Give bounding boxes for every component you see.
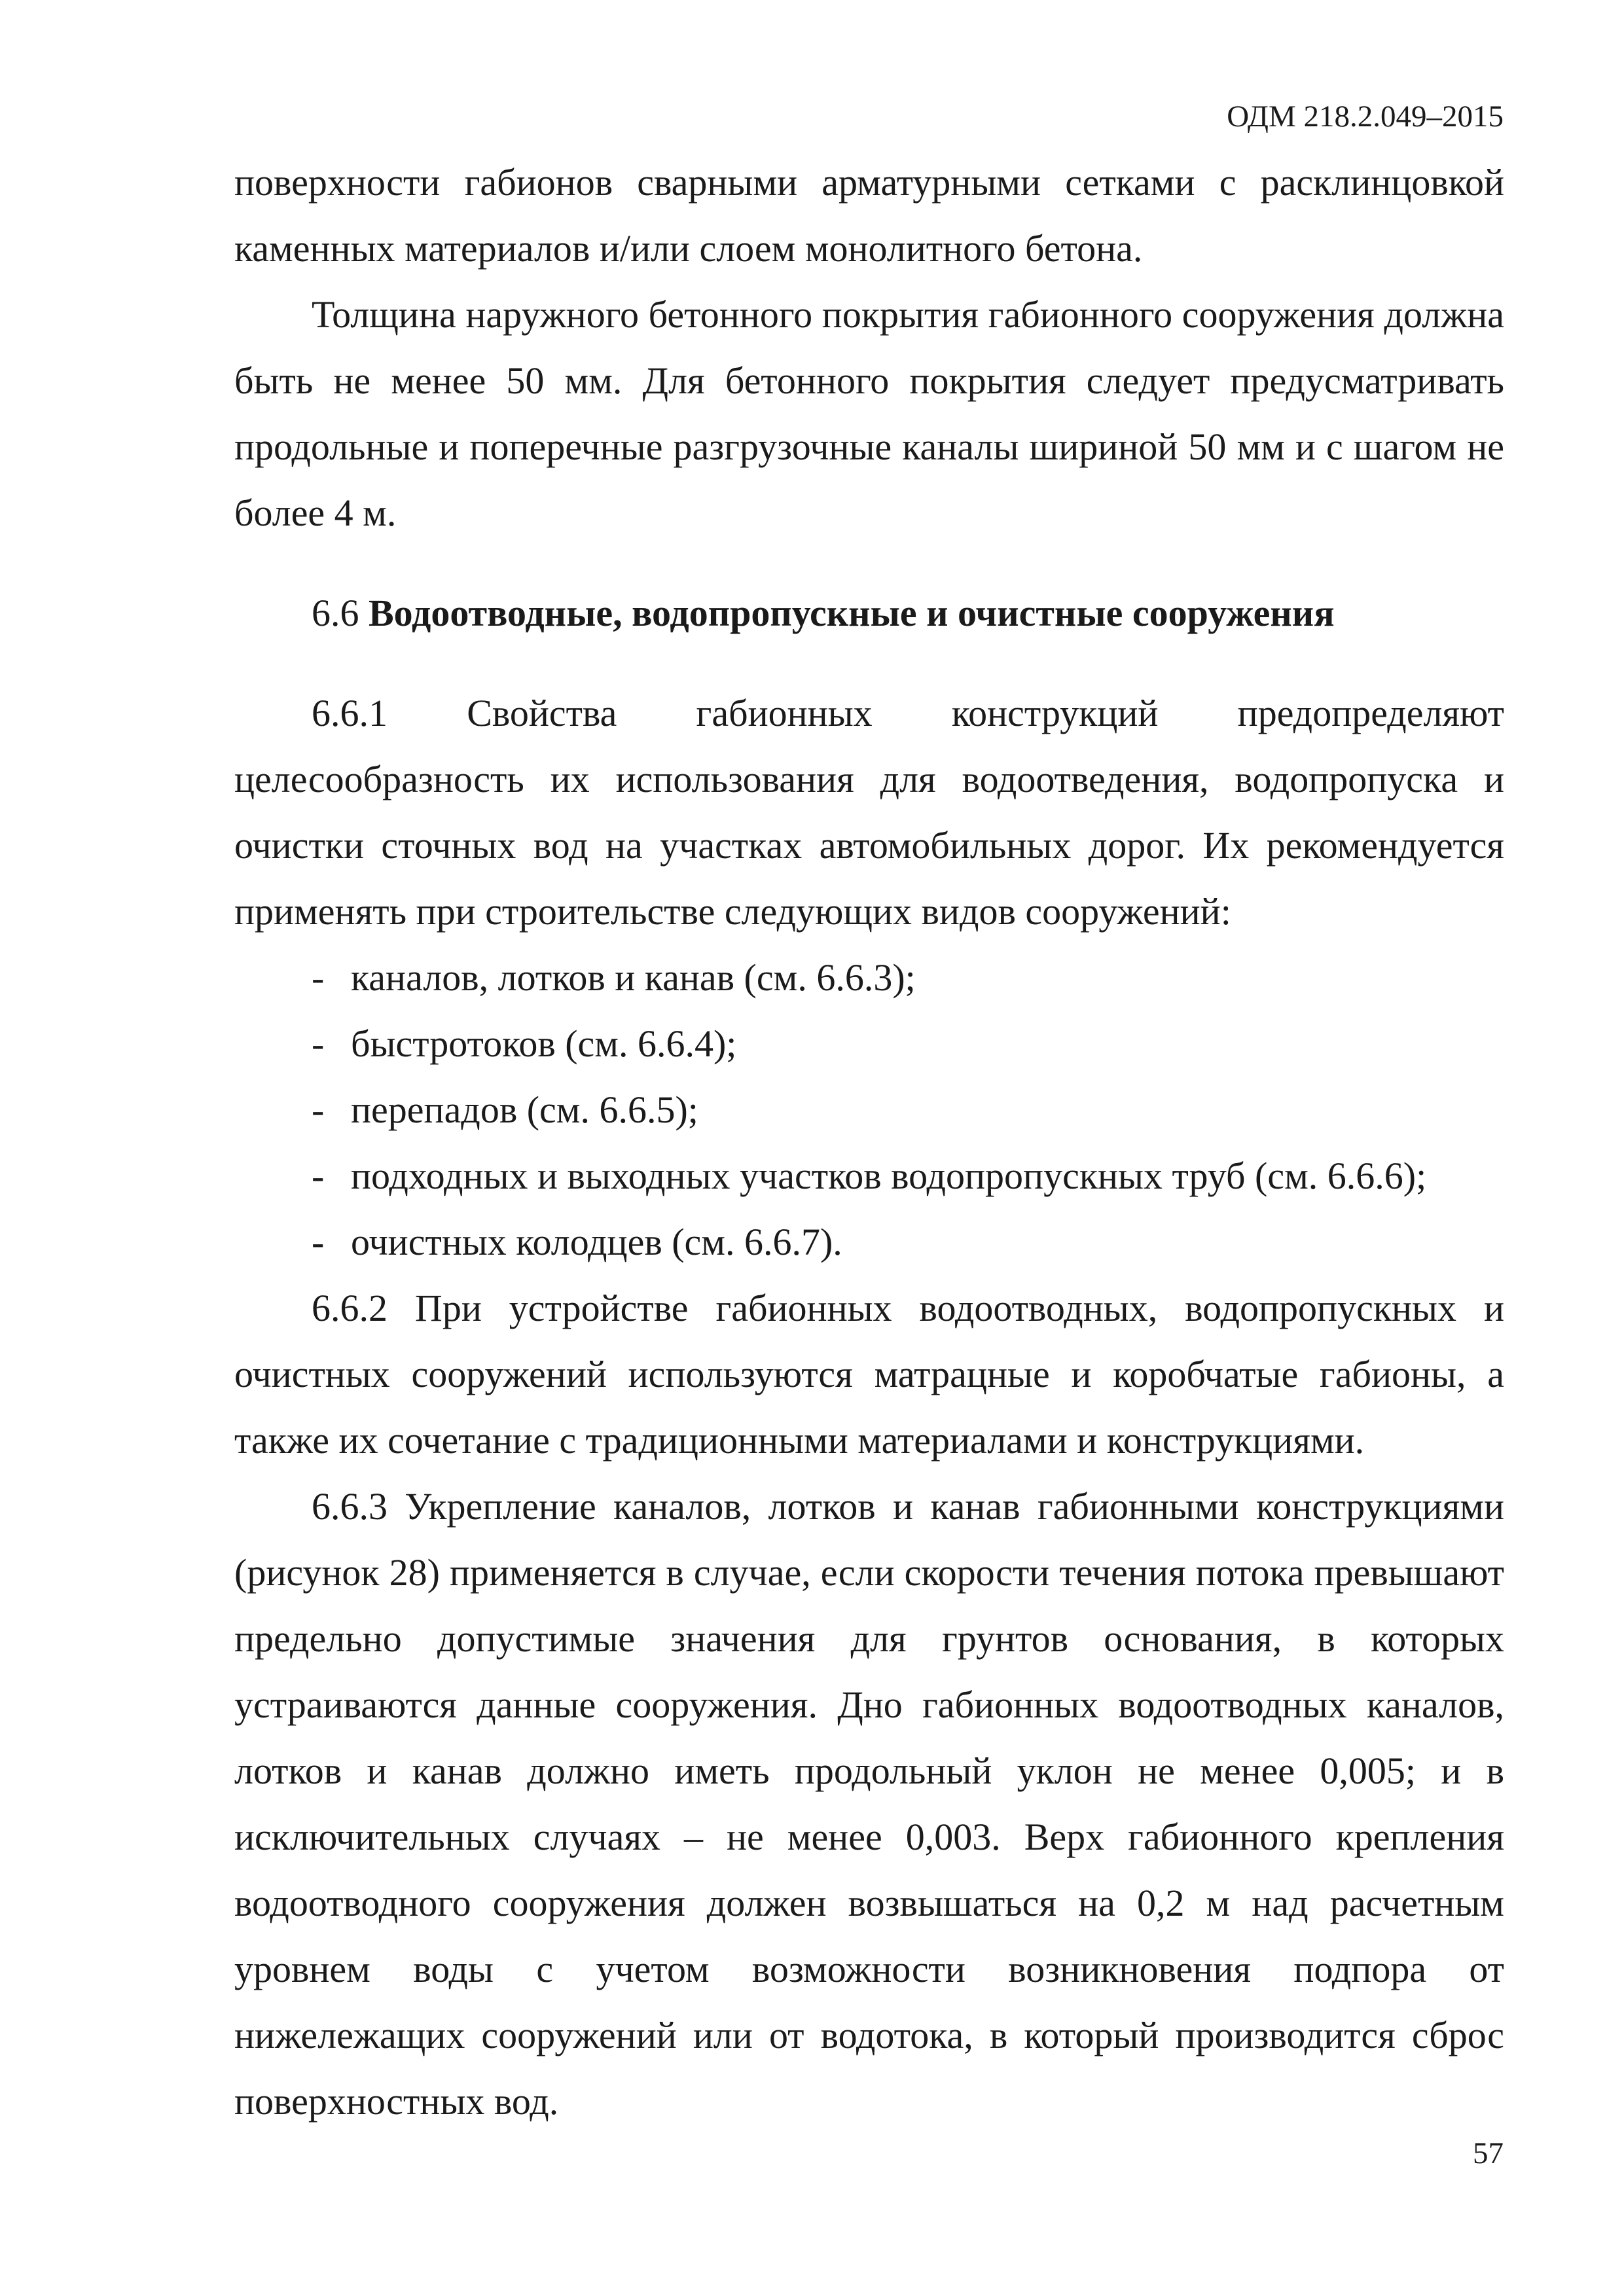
structures-list: [234, 944, 1504, 1275]
list-item-text: перепадов (см. 6.6.5);: [351, 1088, 698, 1131]
section-title: Водоотводные, водопропускные и очистные сооружения: [369, 592, 1335, 634]
list-item-text: подходных и выходных участков водопропускных труб (см. 6.6.6);: [351, 1155, 1427, 1197]
list-item: [312, 1077, 1504, 1143]
list-item: [312, 944, 1504, 1011]
list-dash: -: [312, 1088, 325, 1131]
paragraph-continuation: поверхности габионов сварными арматурными сетками с расклинцовкой каменных материалов и/или слоем монолитного бетона.: [234, 161, 1504, 270]
list-dash: -: [312, 1221, 325, 1263]
list-item: [312, 1011, 1504, 1077]
list-item: [312, 1209, 1504, 1275]
list-item-text: быстротоков (см. 6.6.4);: [351, 1022, 737, 1065]
paragraph-6-6-2: 6.6.2 При устройстве габионных водоотводных, водопропускных и очистных сооружений используются матрацные и коробчатые габионы, а также их сочетание с традиционными материалами и конструкциями.: [234, 1287, 1504, 1462]
list-item: [312, 1143, 1504, 1209]
list-dash: -: [312, 956, 325, 999]
paragraph-concrete-coating: Толщина наружного бетонного покрытия габионного сооружения должна быть не менее 50 мм. Для бетонного покрытия следует предусматривать продольные и поперечные разгрузочные каналы шириной 50 мм и с шагом не более 4 м.: [234, 293, 1504, 534]
list-item-text: каналов, лотков и канав (см. 6.6.3);: [351, 956, 916, 999]
section-heading: [234, 580, 1504, 646]
section-number: 6.6: [312, 592, 359, 634]
page-number: 57: [1473, 2136, 1504, 2170]
document-code: ОДМ 218.2.049–2015: [1227, 99, 1504, 134]
paragraph-6-6-1: 6.6.1 Свойства габионных конструкций предопределяют целесообразность их использования для водоотведения, водопропуска и очистки сточных вод на участках автомобильных дорог. Их рекомендуется применять при строительстве следующих видов сооружений:: [234, 692, 1504, 933]
paragraph-6-6-3: 6.6.3 Укрепление каналов, лотков и канав габионными конструкциями (рисунок 28) применяется в случае, если скорости течения потока превышают предельно допустимые значения для грунтов основания, в которых устраиваются данные сооружения. Дно габионных водоотводных каналов, лотков и канав должно иметь продольный уклон не менее 0,005; и в исключительных случаях – не менее 0,003. Верх габионного крепления водоотводного сооружения должен возвышаться на 0,2 м над расчетным уровнем воды с учетом возможности возникновения подпора от нижележащих сооружений или от водотока, в который производится сброс поверхностных вод.: [234, 1485, 1504, 2123]
list-item-text: очистных колодцев (см. 6.6.7).: [351, 1221, 842, 1263]
document-body: [234, 149, 1504, 2134]
list-dash: -: [312, 1022, 325, 1065]
list-dash: -: [312, 1155, 325, 1197]
